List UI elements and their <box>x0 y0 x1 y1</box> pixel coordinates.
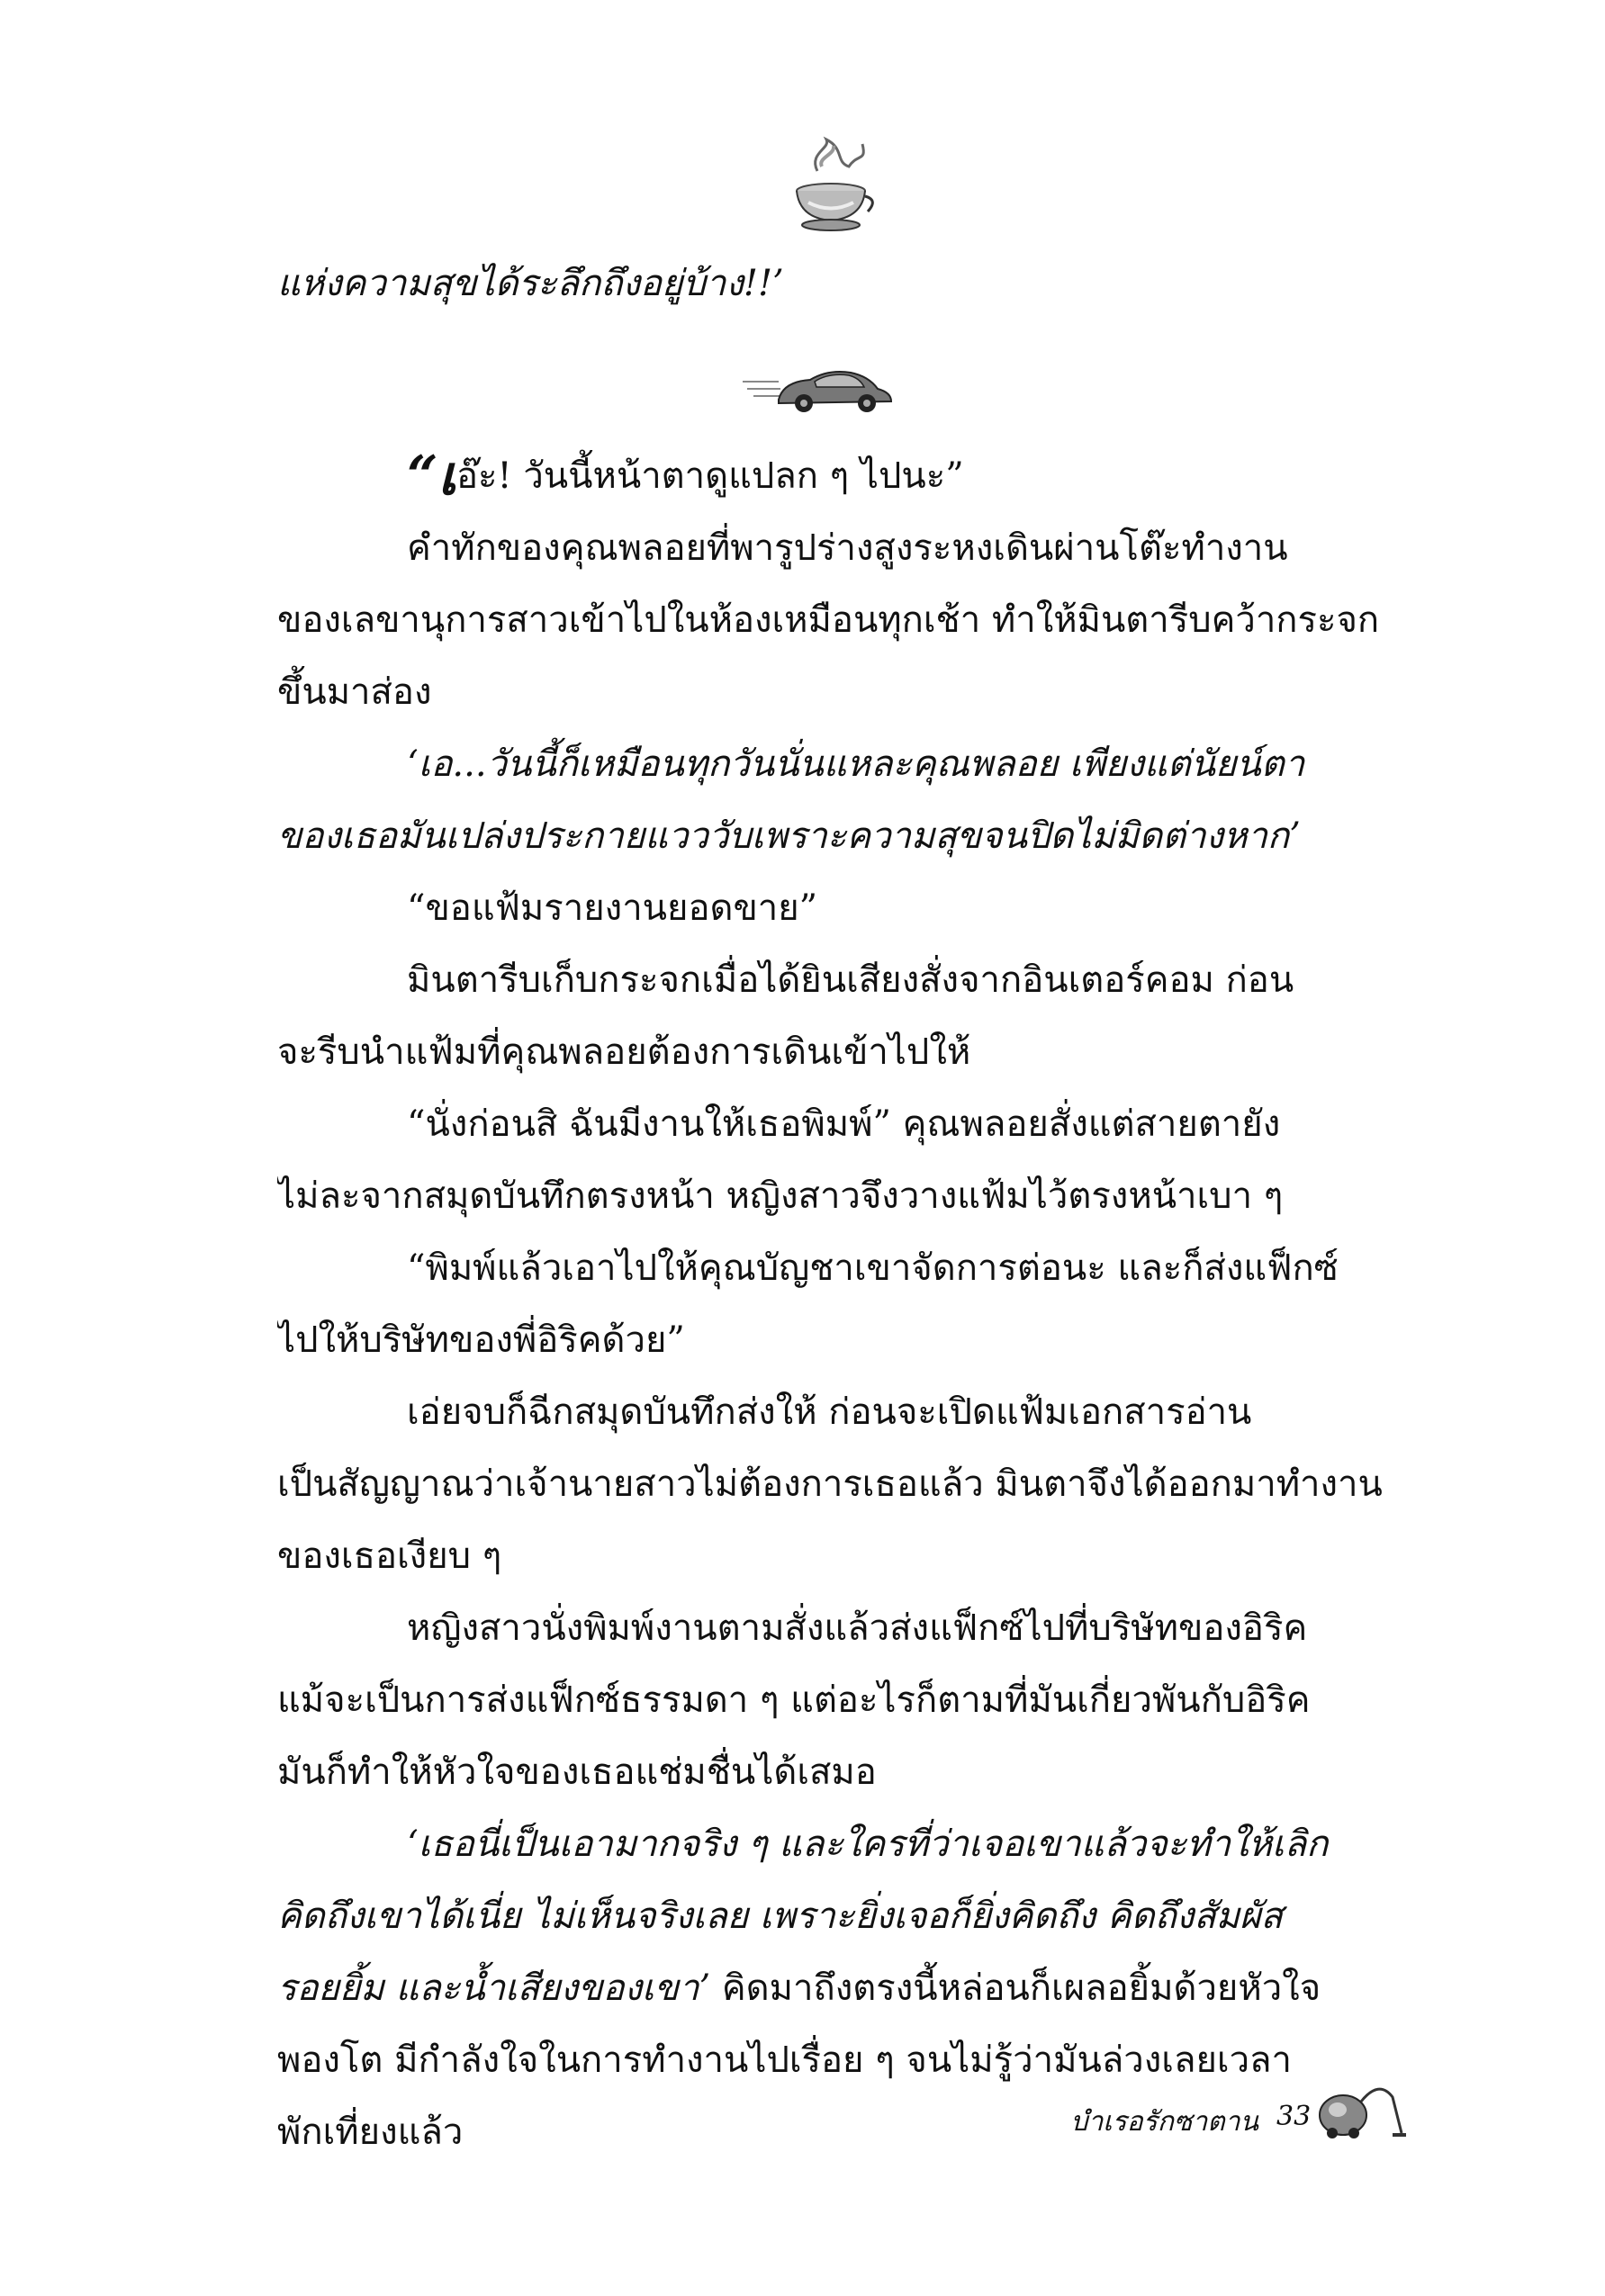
text-italic-segment: รอยยิ้ม และน้ำเสียงของเขา’ <box>277 1967 711 2009</box>
main-text <box>277 440 1404 2168</box>
text-line: เอ่ยจบก็ฉีกสมุดบันทึกส่งให้ ก่อนจะเปิดแฟ้มเอกสารอ่าน <box>407 1391 1252 1433</box>
text-line: “นั่งก่อนสิ ฉันมีงานให้เธอพิมพ์” คุณพลอยสั่งแต่สายตายัง <box>407 1103 1281 1145</box>
teacup-icon <box>781 135 880 234</box>
text-line: ของเธอเงียบ ๆ <box>277 1535 502 1577</box>
drop-cap: “เ <box>407 445 457 508</box>
car-icon <box>743 362 896 418</box>
text-line: เป็นสัญญาณว่าเจ้านายสาวไม่ต้องการเธอแล้ว มินตาจึงได้ออกมาทำงาน <box>277 1463 1383 1505</box>
text-line: มันก็ทำให้หัวใจของเธอแช่มชื่นได้เสมอ <box>277 1751 877 1793</box>
text-line: “ขอแฟ้มรายงานยอดขาย” <box>407 887 818 929</box>
text-line: ‘เธอนี่เป็นเอามากจริง ๆ และใครที่ว่าเจอเขาแล้วจะทำให้เลิก <box>407 1823 1329 1865</box>
text-line: ของเลขานุการสาวเข้าไปในห้องเหมือนทุกเช้า ทำให้มินตารีบคว้ากระจก <box>277 599 1380 641</box>
text-line: ไปให้บริษัทของพี่อิริคด้วย” <box>277 1319 685 1361</box>
text-line: ขึ้นมาส่อง <box>277 671 432 713</box>
text-line: อ๊ะ! วันนี้หน้าตาดูแปลก ๆ ไปนะ” <box>456 455 964 497</box>
text-segment: คิดมาถึงตรงนี้หล่อนก็เผลอยิ้มด้วยหัวใจ <box>710 1967 1321 2009</box>
text-line: จะรีบนำแฟ้มที่คุณพลอยต้องการเดินเข้าไปให้ <box>277 1031 971 1073</box>
text-line: หญิงสาวนั่งพิมพ์งานตามสั่งแล้วส่งแฟ็กซ์ไปที่บริษัทของอิริค <box>407 1607 1308 1649</box>
text-line-mixed <box>277 1952 1404 2024</box>
running-footer-title: บำเรอรักซาตาน <box>1070 2106 1258 2138</box>
text-line-dropcap <box>277 440 1404 512</box>
paragraph-continuation <box>277 248 1404 320</box>
text-line: พักเที่ยงแล้ว <box>277 2111 464 2153</box>
text-line: พองโต มีกำลังใจในการทำงานไปเรื่อย ๆ จนไม่รู้ว่ามันล่วงเลยเวลา <box>277 2039 1293 2081</box>
page-number: 33 <box>1276 2101 1312 2132</box>
text-line: ‘เอ...วันนี้ก็เหมือนทุกวันนั่นแหละคุณพลอย เพียงแต่นัยน์ตา <box>407 743 1305 785</box>
text-line: แห่งความสุขได้ระลึกถึงอยู่บ้าง!!’ <box>277 263 784 304</box>
vacuum-cleaner-icon <box>1316 2070 1406 2142</box>
text-line: แม้จะเป็นการส่งแฟ็กซ์ธรรมดา ๆ แต่อะไรก็ตามที่มันเกี่ยวพันกับอิริค <box>277 1679 1311 1721</box>
text-line: คิดถึงเขาได้เนี่ย ไม่เห็นจริงเลย เพราะยิ่งเจอก็ยิ่งคิดถึง คิดถึงสัมผัส <box>277 1895 1283 1937</box>
text-line: มินตารีบเก็บกระจกเมื่อได้ยินเสียงสั่งจากอินเตอร์คอม ก่อน <box>407 959 1294 1001</box>
text-line: ไม่ละจากสมุดบันทึกตรงหน้า หญิงสาวจึงวางแฟ้มไว้ตรงหน้าเบา ๆ <box>277 1175 1284 1217</box>
text-line: “พิมพ์แล้วเอาไปให้คุณบัญชาเขาจัดการต่อนะ และก็ส่งแฟ็กซ์ <box>407 1247 1339 1289</box>
text-line: คำทักของคุณพลอยที่พารูปร่างสูงระหงเดินผ่านโต๊ะทำงาน <box>407 527 1288 569</box>
text-line: ของเธอมันเปล่งประกายแวววับเพราะความสุขจนปิดไม่มิดต่างหาก’ <box>277 815 1301 857</box>
